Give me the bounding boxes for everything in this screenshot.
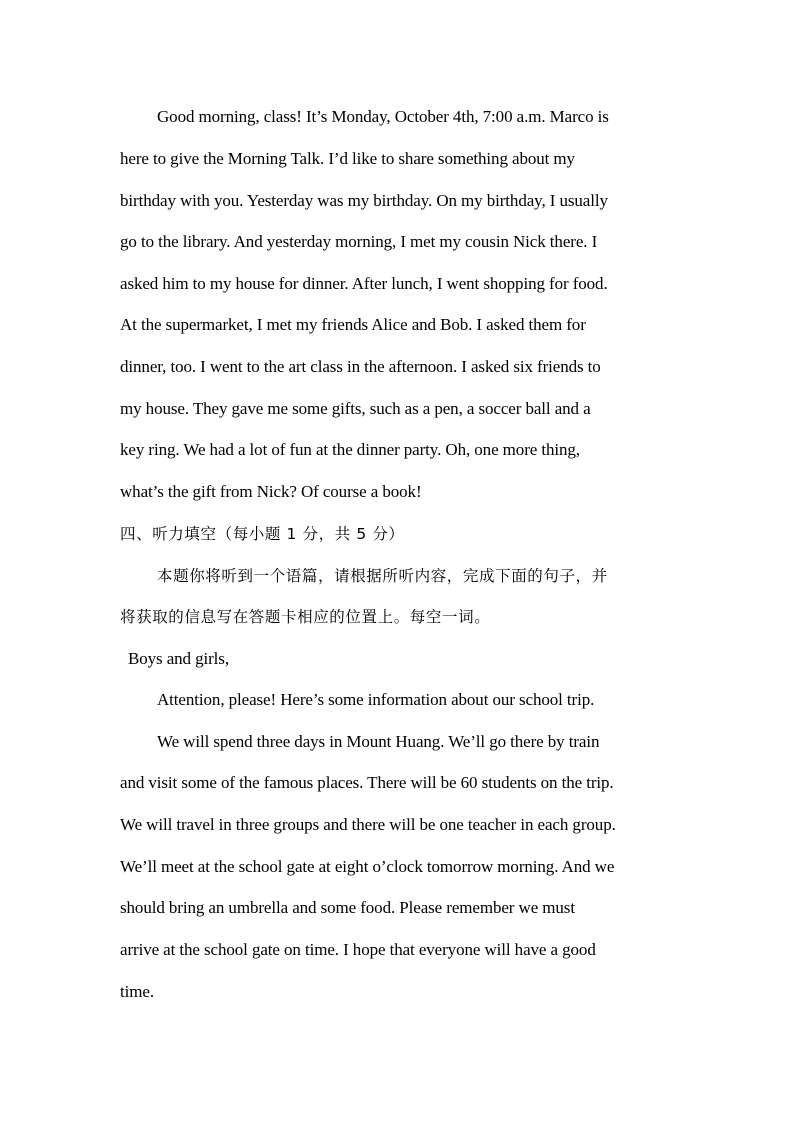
passage1-line: what’s the gift from Nick? Of course a book!	[120, 482, 422, 501]
passage2-line: We’ll meet at the school gate at eight o’clock tomorrow morning. And we	[120, 857, 615, 876]
passage1-line: here to give the Morning Talk. I’d like to share something about my	[120, 149, 575, 168]
passage2-line: We will spend three days in Mount Huang. We’ll go there by train	[157, 732, 600, 751]
passage1-line: my house. They gave me some gifts, such as a pen, a soccer ball and a	[120, 399, 591, 418]
passage1-line: key ring. We had a lot of fun at the dinner party. Oh, one more thing,	[120, 440, 580, 459]
passage2-greeting: Boys and girls,	[128, 649, 229, 668]
passage1-line: go to the library. And yesterday morning, I met my cousin Nick there. I	[120, 232, 598, 251]
passage1-line: Good morning, class! It’s Monday, October 4th, 7:00 a.m. Marco is	[157, 107, 609, 126]
passage2-line: Attention, please! Here’s some information about our school trip.	[157, 690, 595, 709]
passage2-line: and visit some of the famous places. There will be 60 students on the trip.	[120, 773, 614, 792]
passage2-line: arrive at the school gate on time. I hope that everyone will have a good	[120, 940, 596, 959]
passage2-line: We will travel in three groups and there will be one teacher in each group.	[120, 815, 616, 834]
section-heading: 四、听力填空（每小题 1 分，共 5 分）	[120, 525, 405, 543]
passage2-line: should bring an umbrella and some food. Please remember we must	[120, 898, 575, 917]
passage1-line: birthday with you. Yesterday was my birthday. On my birthday, I usually	[120, 191, 608, 210]
passage1-line: asked him to my house for dinner. After lunch, I went shopping for food.	[120, 274, 608, 293]
passage2-line: time.	[120, 982, 154, 1001]
passage1-line: dinner, too. I went to the art class in the afternoon. I asked six friends to	[120, 357, 601, 376]
section-instruction: 本题你将听到一个语篇，请根据所听内容，完成下面的句子，并	[157, 567, 608, 585]
passage1-line: At the supermarket, I met my friends Alice and Bob. I asked them for	[120, 315, 586, 334]
section-instruction: 将获取的信息写在答题卡相应的位置上。每空一词。	[120, 608, 491, 626]
